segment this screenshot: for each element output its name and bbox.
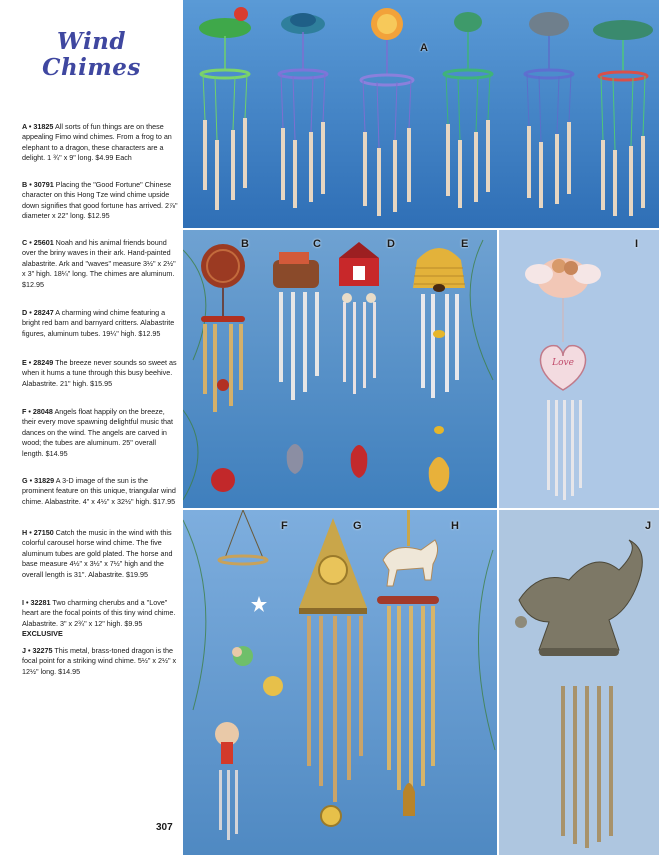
- entry-text: This metal, brass-toned dragon is the focal point for a striking wind chime. 5½" x 2½" x 12½" long. $14.95: [22, 646, 177, 676]
- photo-panel-a: [183, 0, 659, 228]
- label-a: A: [420, 42, 428, 54]
- entry-code: B • 30791: [22, 180, 54, 189]
- chime-i-photo: [499, 230, 659, 508]
- entry-code: H • 27150: [22, 528, 54, 537]
- entry-text: Angels float happily on the breeze, their every move spawning delightful music that dances on the wind. The angels are carved in wood; the tubes are aluminum. 25" overall length. $14.95: [22, 407, 174, 458]
- chimes-bcde-photo: [183, 230, 497, 508]
- entry-i: [22, 598, 178, 640]
- entry-code: I • 32281: [22, 598, 51, 607]
- entry-h: [22, 528, 178, 580]
- entry-d: [22, 308, 178, 339]
- entry-e: [22, 358, 178, 389]
- entry-text: A charming wind chime featuring a bright red barn and barnyard critters. Alabastrite figures, aluminum tubes. 19¼" high. $12.95: [22, 308, 175, 338]
- entry-code: F • 28048: [22, 407, 53, 416]
- entry-code: J • 32275: [22, 646, 53, 655]
- chime-j-photo: [499, 510, 659, 855]
- label-e: E: [461, 238, 469, 250]
- exclusive-badge: EXCLUSIVE: [22, 629, 63, 639]
- label-f: F: [281, 520, 288, 532]
- entry-j: [22, 646, 178, 677]
- entry-text: Catch the music in the wind with this colorful carousel horse wind chime. The five aluminum tubes are gold plated. The horse and base measure 4½" x 3½" x 7½" high and the overall length is 31". Alabastrite. $19.95: [22, 528, 173, 579]
- entry-text: Noah and his animal friends bound over the briny waves in their ark. Hand-painted alabastrite. Ark and "waves" measure 3½" x 2½" x 3" high. 18¼" long. The chimes are aluminum. $12.95: [22, 238, 176, 289]
- entry-code: A • 31825: [22, 122, 54, 131]
- photo-panel-bcde: [183, 230, 497, 508]
- label-h: H: [451, 520, 459, 532]
- photo-panel-j: [499, 510, 659, 855]
- entry-code: C • 25601: [22, 238, 54, 247]
- label-j: J: [645, 520, 652, 532]
- title-line-2: Chimes: [42, 54, 141, 81]
- page-number: 307: [156, 822, 173, 833]
- entry-text: Two charming cherubs and a "Love" heart are the focal points of this tiny wind chime. Alabastrite. 3" x 2¾" x 12" high. $9.95: [22, 598, 176, 628]
- text-column: [0, 0, 183, 855]
- entry-code: E • 28249: [22, 358, 54, 367]
- entry-c: [22, 238, 178, 290]
- entry-g: [22, 476, 178, 507]
- page-title: [0, 28, 183, 82]
- entry-text: A 3-D image of the sun is the prominent feature on this unique, triangular wind chime. Alabastrite. 4" x 4½" x 32½" high. $17.95: [22, 476, 176, 506]
- label-b: B: [241, 238, 249, 250]
- chimes-a-photo: [183, 0, 659, 228]
- entry-text: All sorts of fun things are on these appealing Fimo wind chimes. From a frog to an elephant to a dragon, these characters are a delight. 1 ¾" x 9" long. $4.99 Each: [22, 122, 172, 163]
- photo-panel-i: [499, 230, 659, 508]
- label-d: D: [387, 238, 395, 250]
- entry-text: The breeze never sounds so sweet as when it hums a tune through this busy beehive. Alabastrite. 21" high. $15.95: [22, 358, 177, 388]
- chimes-fgh-photo: [183, 510, 497, 855]
- entry-code: D • 28247: [22, 308, 54, 317]
- heart-text: Love: [552, 358, 574, 368]
- entry-b: [22, 180, 178, 222]
- label-i: I: [635, 238, 639, 250]
- entry-code: G • 31829: [22, 476, 55, 485]
- title-line-1: Wind: [57, 28, 126, 55]
- label-c: C: [313, 238, 321, 250]
- label-g: G: [353, 520, 362, 532]
- entry-text: Placing the "Good Fortune" Chinese character on this Hong Tze wind chime upside down signifies that good fortune has arrived. 2⅞" diameter x 22" long. $12.95: [22, 180, 178, 221]
- entry-a: [22, 122, 178, 164]
- photo-panel-fgh: [183, 510, 497, 855]
- entry-f: [22, 407, 178, 459]
